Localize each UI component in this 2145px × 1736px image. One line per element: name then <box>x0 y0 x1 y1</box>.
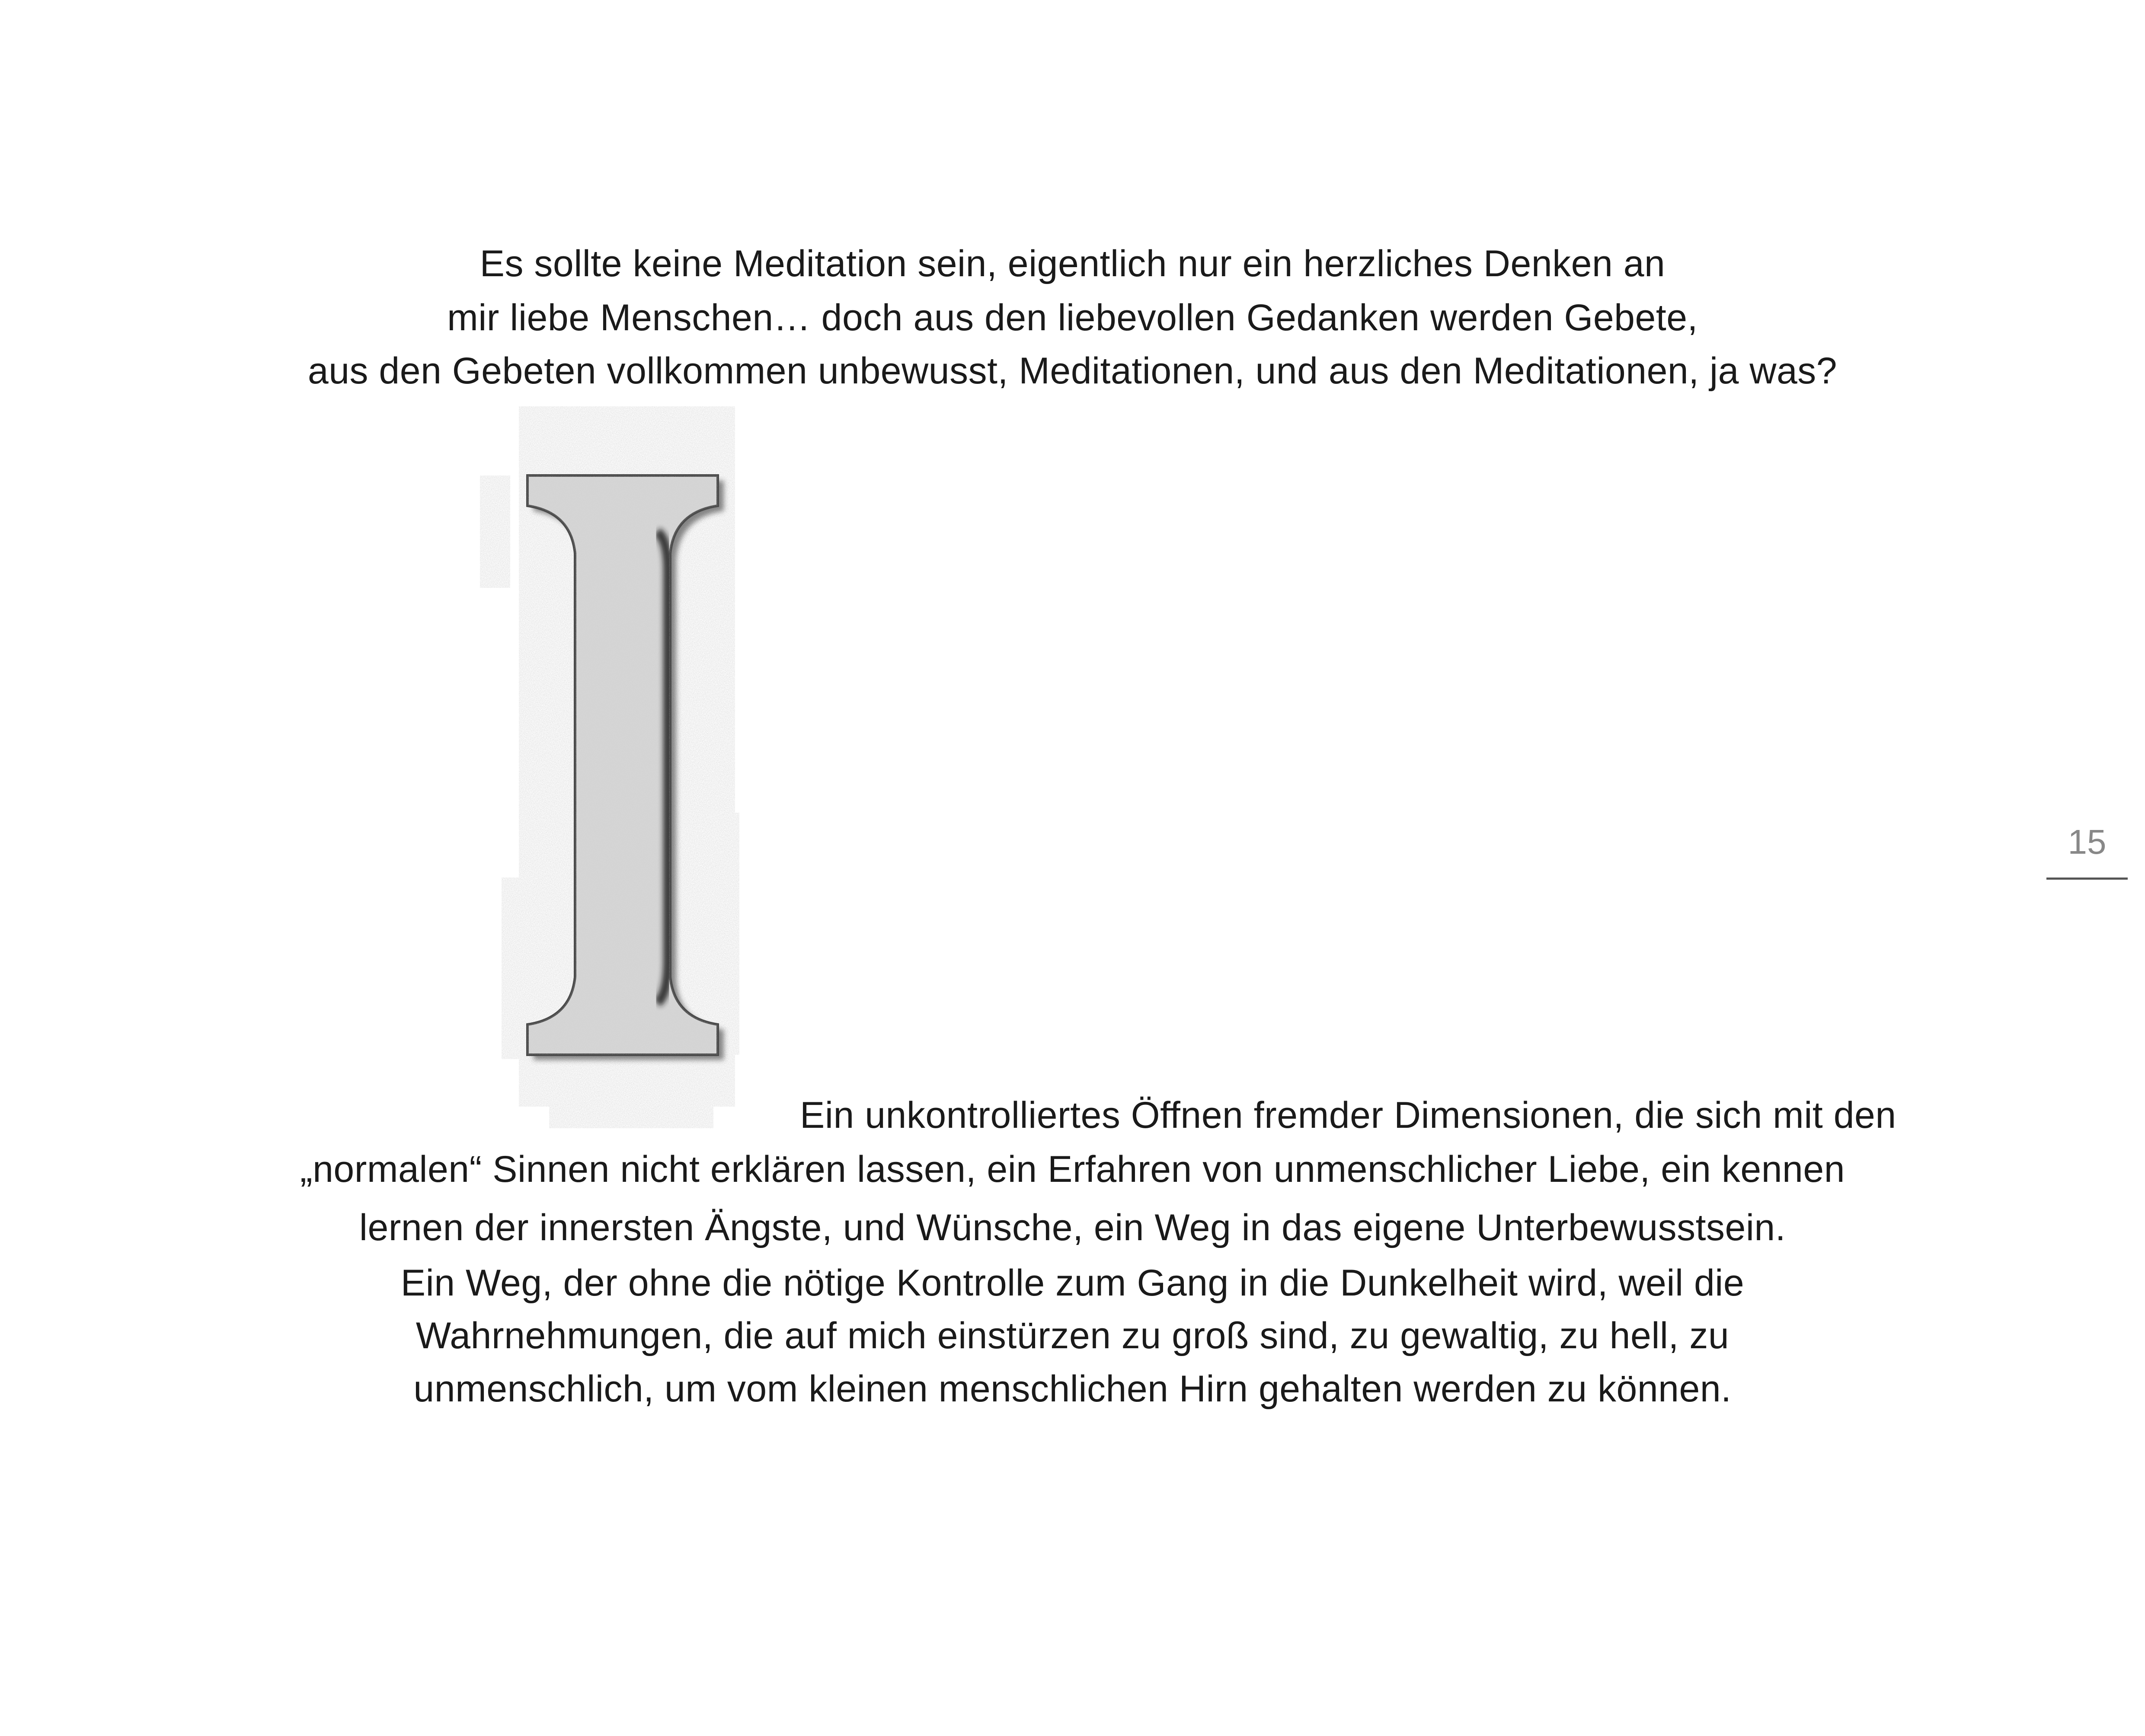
intro-line-3: aus den Gebeten vollkommen unbewusst, Meditationen, und aus den Meditationen, ja was? <box>307 350 1838 392</box>
page-number: 15 <box>2068 823 2107 861</box>
body-line-3: lernen der innersten Ängste, und Wünsche, ein Weg in das eigene Unterbewusstsein. <box>359 1207 1786 1248</box>
body-line-4: Ein Weg, der ohne die nötige Kontrolle zum Gang in die Dunkelheit wird, weil die <box>400 1262 1745 1304</box>
body-line-2: „normalen“ Sinnen nicht erklären lassen, ein Erfahren von unmenschlicher Liebe, ein kennen <box>300 1149 1845 1190</box>
stone-letter-i-dropcap-icon <box>471 389 817 1146</box>
body-line-6: unmenschlich, um vom kleinen menschlichen Hirn gehalten werden zu können. <box>413 1368 1732 1410</box>
body-line-1: Ein unkontrolliertes Öffnen fremder Dimensionen, die sich mit den <box>800 1095 1896 1136</box>
intro-line-2: mir liebe Menschen… doch aus den liebevollen Gedanken werden Gebete, <box>447 297 1698 338</box>
intro-line-1: Es sollte keine Meditation sein, eigentlich nur ein herzliches Denken an <box>480 243 1665 284</box>
page-number-rule <box>2046 878 2128 880</box>
body-line-5: Wahrnehmungen, die auf mich einstürzen zu groß sind, zu gewaltig, zu hell, zu <box>416 1315 1729 1356</box>
